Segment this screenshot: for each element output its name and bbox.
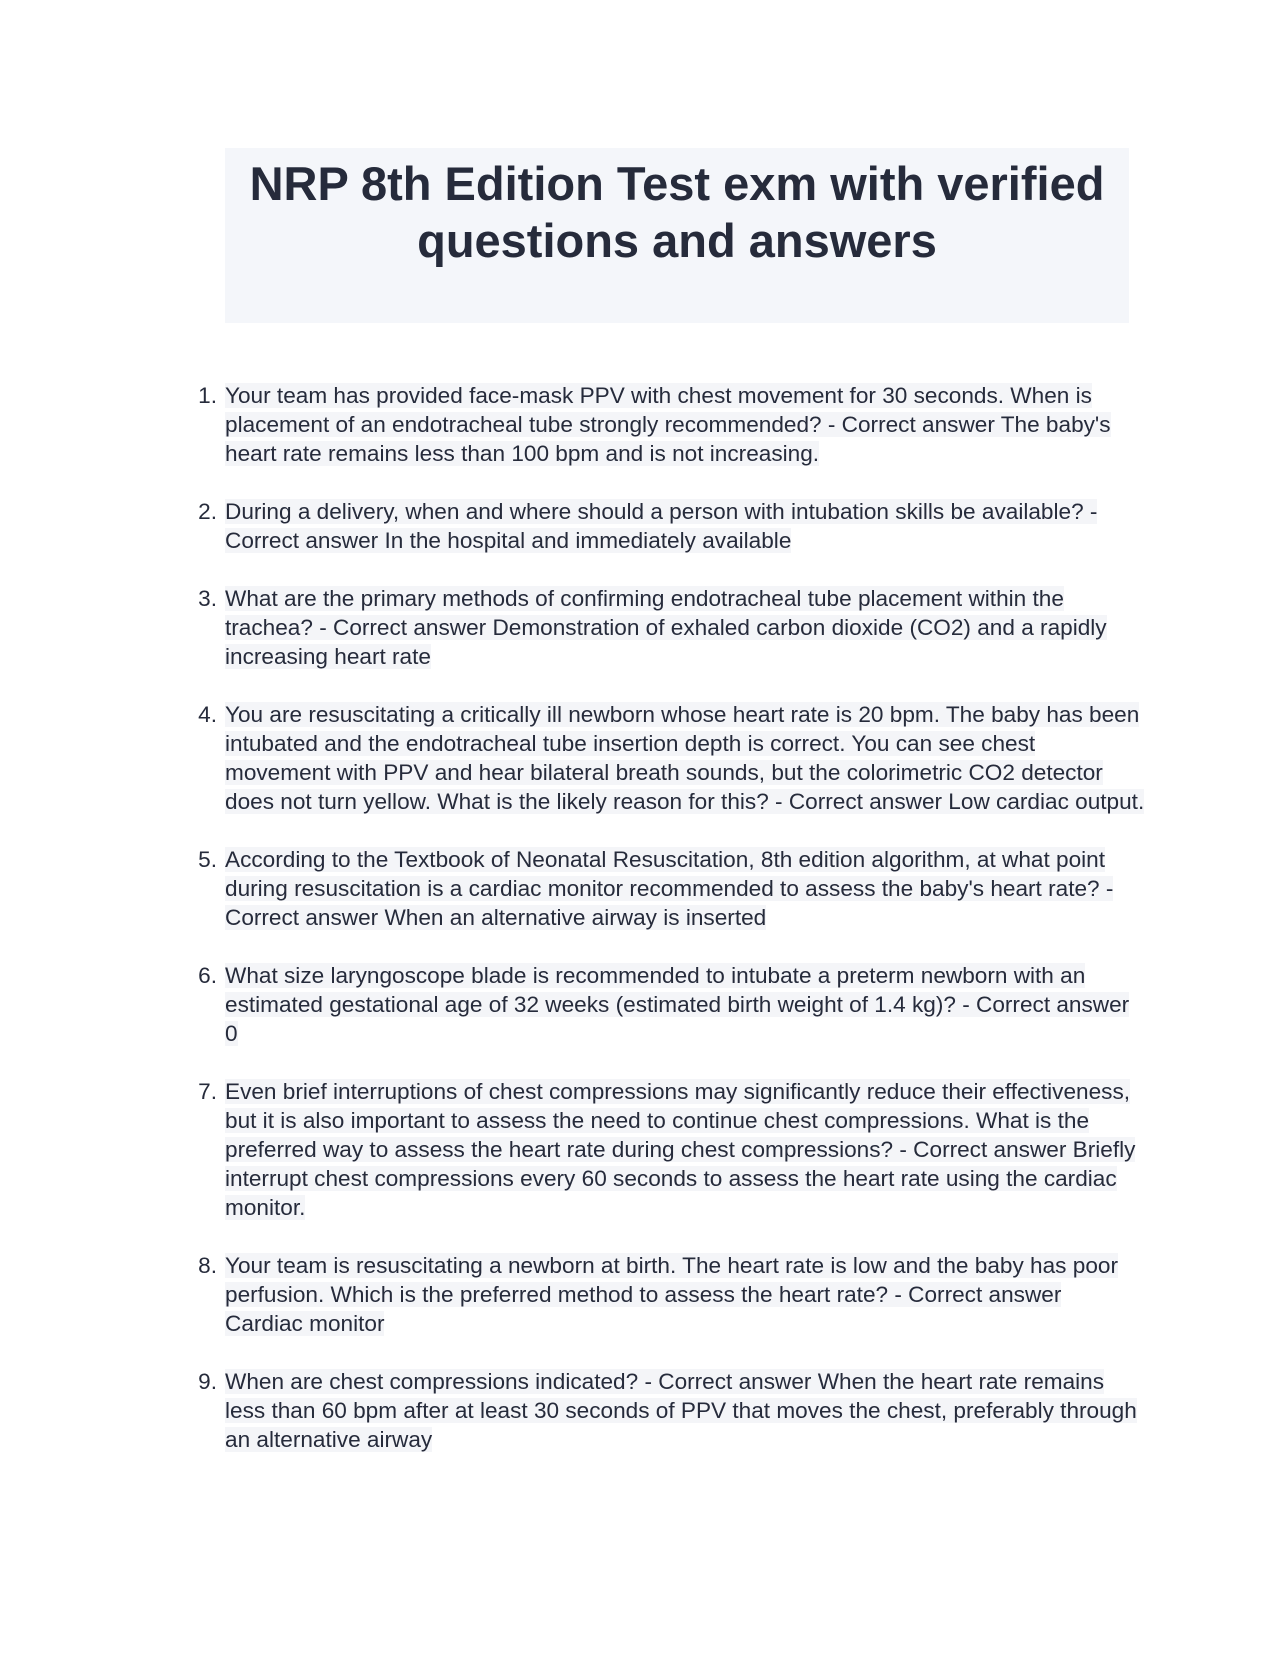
item-text: You are resuscitating a critically ill newborn whose heart rate is 20 bpm. The baby has been intubated and the endotracheal tube insertion depth is correct. You can see chest movement with PPV and hear bilateral breath sounds, but the colorimetric CO2 detector does not turn yellow. What is the likely reason for this? - Correct answer Low cardiac output. (225, 702, 1145, 814)
item-text: During a delivery, when and where should a person with intubation skills be available? - Correct answer In the hospital and immediately available (225, 499, 1098, 553)
list-item (198, 845, 1145, 932)
item-number: 5. (198, 847, 217, 872)
item-text: What size laryngoscope blade is recommended to intubate a preterm newborn with an estimated gestational age of 32 weeks (estimated birth weight of 1.4 kg)? - Correct answer 0 (225, 963, 1130, 1046)
question-list (198, 381, 1145, 1483)
list-item (198, 1077, 1145, 1222)
item-text: According to the Textbook of Neonatal Resuscitation, 8th edition algorithm, at what point during resuscitation is a cardiac monitor recommended to assess the baby's heart rate? - Correct answer When an alternative airway is inserted (225, 847, 1114, 930)
list-item (198, 584, 1145, 671)
list-item (198, 961, 1145, 1048)
item-number: 7. (198, 1079, 217, 1104)
item-number: 2. (198, 499, 217, 524)
item-text: Even brief interruptions of chest compressions may significantly reduce their effectiveness, but it is also important to assess the need to continue chest compressions. What is the preferred way to assess the heart rate during chest compressions? - Correct answer Briefly interrupt chest compressions every 60 seconds to assess the heart rate using the cardiac monitor. (225, 1079, 1136, 1220)
list-item (198, 1251, 1145, 1338)
title-banner (225, 148, 1129, 323)
list-item (198, 1367, 1145, 1454)
item-number: 8. (198, 1253, 217, 1278)
item-number: 6. (198, 963, 217, 988)
list-item (198, 700, 1145, 816)
item-text: Your team has provided face-mask PPV with chest movement for 30 seconds. When is placement of an endotracheal tube strongly recommended? - Correct answer The baby's heart rate remains less than 100 bpm and is not increasing. (225, 383, 1111, 466)
item-number: 9. (198, 1369, 217, 1394)
item-number: 1. (198, 383, 217, 408)
item-text: Your team is resuscitating a newborn at birth. The heart rate is low and the baby has poor perfusion. Which is the preferred method to assess the heart rate? - Correct answer Cardiac monitor (225, 1253, 1118, 1336)
item-text: When are chest compressions indicated? - Correct answer When the heart rate remains less than 60 bpm after at least 30 seconds of PPV that moves the chest, preferably through an alternative airway (225, 1369, 1137, 1452)
document-title: NRP 8th Edition Test exm with verified questions and answers (249, 157, 1105, 267)
item-text: What are the primary methods of confirming endotracheal tube placement within the trachea? - Correct answer Demonstration of exhaled carbon dioxide (CO2) and a rapidly increasing heart rate (225, 586, 1107, 669)
list-item (198, 381, 1145, 468)
list-item (198, 497, 1145, 555)
item-number: 3. (198, 586, 217, 611)
item-number: 4. (198, 702, 217, 727)
